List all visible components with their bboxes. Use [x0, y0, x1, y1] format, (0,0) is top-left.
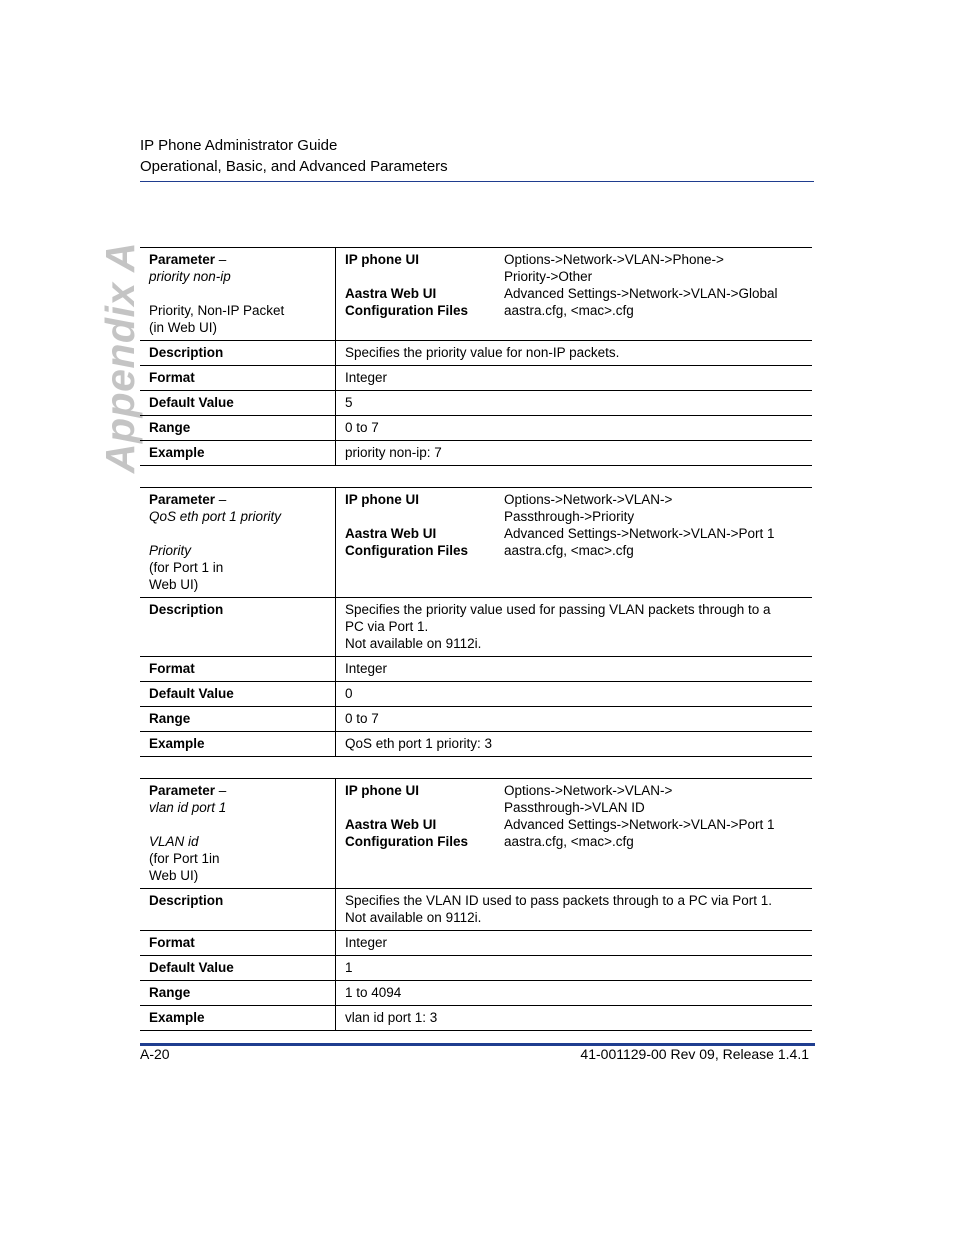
appendix-side-tab — [96, 241, 146, 474]
description-line: Specifies the priority value for non-IP packets. — [345, 345, 620, 360]
default-label: Default Value — [140, 391, 336, 416]
description-line: Specifies the priority value used for passing VLAN packets through to a — [345, 602, 771, 617]
web-ui-name-note-2: Web UI) — [149, 577, 199, 592]
description-label: Description — [140, 598, 336, 657]
example-value: QoS eth port 1 priority: 3 — [345, 736, 493, 751]
page-number: A-20 — [140, 1046, 170, 1062]
default-label: Default Value — [140, 682, 336, 707]
web-ui-name: VLAN id — [149, 834, 199, 849]
table-row-parameter — [140, 779, 812, 889]
description-line: Not available on 9112i. — [345, 636, 482, 651]
config-files-label: Configuration Files — [345, 543, 468, 558]
table-row-example — [140, 441, 812, 466]
table-row-format — [140, 657, 812, 682]
table-row-example — [140, 732, 812, 757]
example-label: Example — [140, 441, 336, 466]
config-files-label: Configuration Files — [345, 834, 468, 849]
range-label: Range — [140, 707, 336, 732]
web-ui-path: Advanced Settings->Network->VLAN->Global — [504, 286, 778, 301]
document-revision: 41-001129-00 Rev 09, Release 1.4.1 — [580, 1046, 809, 1062]
locations-cell — [336, 248, 813, 341]
header-subtitle: Operational, Basic, and Advanced Parameters — [140, 158, 448, 175]
range-value: 1 to 4094 — [345, 985, 402, 1000]
example-label: Example — [140, 732, 336, 757]
header-title: IP Phone Administrator Guide — [140, 137, 338, 154]
default-value: 0 — [345, 686, 353, 701]
format-value: Integer — [345, 935, 388, 950]
parameter-name: QoS eth port 1 priority — [149, 509, 282, 524]
web-ui-name: Priority — [149, 543, 192, 558]
format-value: Integer — [345, 370, 388, 385]
range-label: Range — [140, 416, 336, 441]
parameter-label: Parameter — [149, 252, 216, 267]
parameter-label: Parameter — [149, 492, 216, 507]
range-value: 0 to 7 — [345, 420, 379, 435]
ip-ui-path-1: Options->Network->VLAN-> — [504, 492, 673, 507]
ip-ui-label: IP phone UI — [345, 252, 420, 267]
format-label: Format — [140, 657, 336, 682]
table-row-default — [140, 956, 812, 981]
parameter-label: Parameter — [149, 783, 216, 798]
ip-ui-path-2: Passthrough->Priority — [504, 509, 635, 524]
table-row-description — [140, 598, 812, 657]
default-value: 1 — [345, 960, 353, 975]
config-files: aastra.cfg, <mac>.cfg — [504, 303, 634, 318]
description-value — [336, 598, 813, 657]
table-row-default — [140, 682, 812, 707]
page-header — [140, 135, 448, 177]
parameter-name: priority non-ip — [149, 269, 231, 284]
default-label: Default Value — [140, 956, 336, 981]
table-row-parameter — [140, 248, 812, 341]
ip-ui-label: IP phone UI — [345, 783, 420, 798]
example-value: vlan id port 1: 3 — [345, 1010, 438, 1025]
parameter-name: vlan id port 1 — [149, 800, 227, 815]
locations-cell — [336, 488, 813, 598]
param-table-vlan-id-port-1 — [140, 778, 812, 1031]
web-ui-path: Advanced Settings->Network->VLAN->Port 1 — [504, 526, 775, 541]
ip-ui-path-2: Priority->Other — [504, 269, 593, 284]
format-value: Integer — [345, 661, 388, 676]
table-row-example — [140, 1006, 812, 1031]
description-value — [336, 341, 813, 366]
description-label: Description — [140, 341, 336, 366]
web-ui-name-note: (for Port 1in — [149, 851, 220, 866]
parameter-cell — [140, 779, 336, 889]
web-ui-name-note-2: Web UI) — [149, 868, 199, 883]
format-label: Format — [140, 931, 336, 956]
description-value — [336, 889, 813, 931]
web-ui-label: Aastra Web UI — [345, 526, 437, 541]
format-label: Format — [140, 366, 336, 391]
table-row-description — [140, 889, 812, 931]
table-row-description — [140, 341, 812, 366]
web-ui-name: Priority, Non-IP Packet — [149, 303, 285, 318]
config-files: aastra.cfg, <mac>.cfg — [504, 543, 634, 558]
ip-ui-path-2: Passthrough->VLAN ID — [504, 800, 645, 815]
example-label: Example — [140, 1006, 336, 1031]
description-label: Description — [140, 889, 336, 931]
parameter-cell — [140, 248, 336, 341]
ip-ui-label: IP phone UI — [345, 492, 420, 507]
param-table-qos-eth-port-1-priority — [140, 487, 812, 757]
example-value: priority non-ip: 7 — [345, 445, 442, 460]
parameter-dash: – — [215, 492, 227, 507]
range-value: 0 to 7 — [345, 711, 379, 726]
config-files-label: Configuration Files — [345, 303, 468, 318]
param-table-priority-non-ip — [140, 247, 812, 466]
description-line: Not available on 9112i. — [345, 910, 482, 925]
web-ui-path: Advanced Settings->Network->VLAN->Port 1 — [504, 817, 775, 832]
parameter-cell — [140, 488, 336, 598]
table-row-range — [140, 981, 812, 1006]
description-line: Specifies the VLAN ID used to pass packets through to a PC via Port 1. — [345, 893, 772, 908]
web-ui-name-note: (in Web UI) — [149, 320, 218, 335]
web-ui-label: Aastra Web UI — [345, 817, 437, 832]
table-row-format — [140, 931, 812, 956]
appendix-tab-label: Appendix A — [97, 241, 144, 474]
parameter-dash: – — [215, 252, 227, 267]
range-label: Range — [140, 981, 336, 1006]
web-ui-name-note: (for Port 1 in — [149, 560, 224, 575]
config-files: aastra.cfg, <mac>.cfg — [504, 834, 634, 849]
table-row-format — [140, 366, 812, 391]
locations-cell — [336, 779, 813, 889]
parameter-dash: – — [215, 783, 227, 798]
table-row-range — [140, 416, 812, 441]
ip-ui-path-1: Options->Network->VLAN->Phone-> — [504, 252, 724, 267]
table-row-parameter — [140, 488, 812, 598]
default-value: 5 — [345, 395, 353, 410]
header-rule — [140, 181, 814, 182]
description-line: PC via Port 1. — [345, 619, 429, 634]
table-row-default — [140, 391, 812, 416]
web-ui-label: Aastra Web UI — [345, 286, 437, 301]
ip-ui-path-1: Options->Network->VLAN-> — [504, 783, 673, 798]
table-row-range — [140, 707, 812, 732]
